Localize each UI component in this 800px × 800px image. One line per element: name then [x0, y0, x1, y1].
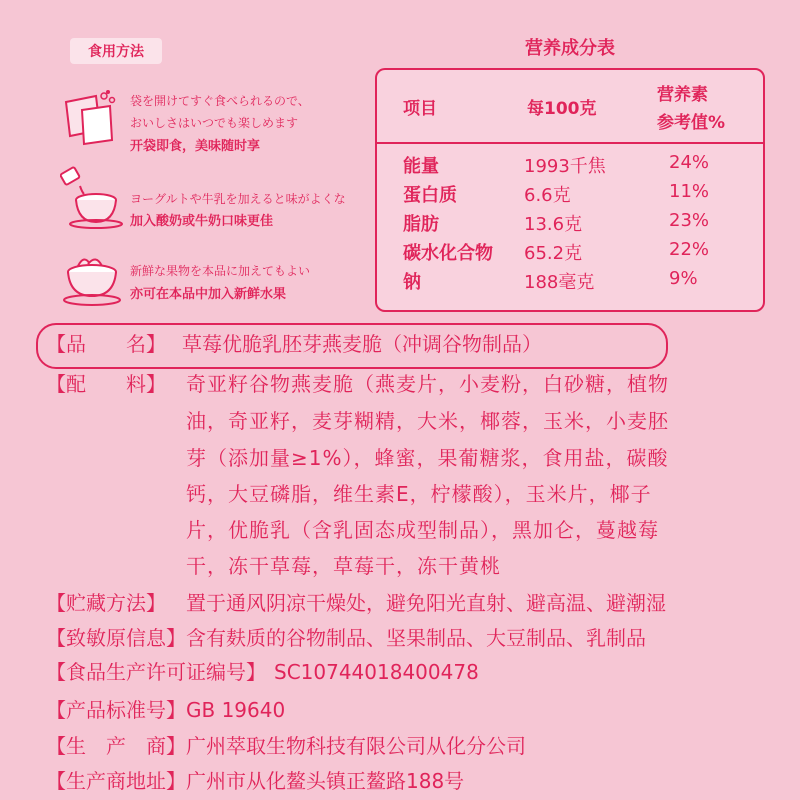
product-name-value: 草莓优脆乳胚芽燕麦脆（冲调谷物制品） — [182, 332, 542, 356]
nutrition-row — [377, 268, 763, 297]
usage-step-1 — [60, 88, 370, 158]
storage-value: 置于通风阴凉干燥处，避免阳光直射、避高温、避潮湿 — [186, 591, 666, 615]
standard-value: GB 19640 — [186, 698, 286, 722]
step-2-jp-line1: ヨーグルトや牛乳を加えると味がよくな — [130, 192, 346, 206]
step-1-jp-line1: 袋を開けてすぐ食べられるので、 — [130, 94, 310, 108]
step-3-cn: 亦可在本品中加入新鲜水果 — [130, 287, 287, 302]
usage-title: 食用方法 — [70, 38, 162, 64]
ingredients-line: 油，奇亚籽，麦芽糊精，大米，椰蓉，玉米，小麦胚 — [186, 409, 669, 433]
nutrition-row — [377, 152, 763, 181]
nutrient-nrv: 23% — [669, 210, 710, 231]
manufacturer-label: 【生 产 商】 — [46, 734, 186, 758]
nutrient-value: 6.6克 — [524, 185, 571, 206]
nutrition-title: 营养成分表 — [525, 38, 615, 59]
nutrient-nrv: 24% — [669, 152, 710, 173]
ingredients-line: 奇亚籽谷物燕麦脆（燕麦片，小麦粉，白砂糖，植物 — [186, 372, 669, 396]
nutrient-name: 碳水化合物 — [403, 243, 493, 264]
standard-label: 【产品标准号】 — [46, 698, 186, 722]
nutrition-row — [377, 181, 763, 210]
nutrient-name: 钠 — [403, 272, 421, 293]
nutrient-name: 能量 — [403, 156, 439, 177]
ingredients-line: 干，冻干草莓，草莓干，冻干黄桃 — [186, 554, 501, 578]
nutrition-table — [375, 68, 765, 312]
nutrition-row — [377, 239, 763, 268]
nutrient-nrv: 11% — [669, 181, 710, 202]
step-1-jp-line2: おいしさはいつでも楽しめます — [130, 116, 299, 130]
nutrient-nrv: 22% — [669, 239, 710, 260]
nutrient-name: 蛋白质 — [403, 185, 457, 206]
manufacturer-value: 广州萃取生物科技有限公司从化分公司 — [186, 734, 526, 758]
nutrient-value: 1993千焦 — [524, 156, 606, 177]
usage-step-2 — [60, 166, 370, 236]
milk-cup-icon — [60, 166, 124, 230]
fruit-bowl-icon — [60, 250, 124, 314]
ingredients-line: 钙，大豆磷脂，维生素E，柠檬酸），玉米片，椰子 — [186, 482, 652, 506]
nutrient-name: 脂肪 — [403, 214, 439, 235]
step-2-cn: 加入酸奶或牛奶口味更佳 — [130, 214, 274, 229]
license-label: 【食品生产许可证编号】 — [46, 660, 266, 684]
header-nrv-line2: 参考值% — [657, 113, 726, 133]
address-value: 广州市从化鳌头镇正鳌路188号 — [186, 769, 465, 793]
step-1-cn: 开袋即食，美味随时享 — [130, 139, 261, 154]
header-per100: 每100克 — [527, 99, 597, 119]
allergen-label: 【致敏原信息】 — [46, 626, 186, 650]
ingredients-label: 【配 料】 — [46, 372, 166, 396]
license-value: SC10744018400478 — [274, 660, 479, 684]
nutrient-value: 13.6克 — [524, 214, 583, 235]
usage-step-3 — [60, 250, 370, 320]
header-nrv-line1: 营养素 — [657, 85, 708, 105]
storage-label: 【贮藏方法】 — [46, 591, 166, 615]
step-3-jp-line1: 新鮮な果物を本品に加えてもよい — [130, 264, 311, 278]
nutrition-header — [377, 70, 763, 144]
allergen-value: 含有麸质的谷物制品、坚果制品、大豆制品、乳制品 — [186, 626, 646, 650]
nutrient-value: 65.2克 — [524, 243, 583, 264]
header-item: 项目 — [403, 99, 437, 119]
product-name-label: 【品 名】 — [46, 332, 166, 356]
nutrient-value: 188毫克 — [524, 272, 595, 293]
nutrition-row — [377, 210, 763, 239]
ingredients-line: 芽（添加量≥1%），蜂蜜，果葡糖浆，食用盐，碳酸 — [186, 446, 669, 470]
bag-icon — [60, 88, 124, 152]
ingredients-line: 片，优脆乳（含乳固态成型制品），黑加仑，蔓越莓 — [186, 518, 659, 542]
nutrient-nrv: 9% — [669, 268, 698, 289]
address-label: 【生产商地址】 — [46, 769, 186, 793]
